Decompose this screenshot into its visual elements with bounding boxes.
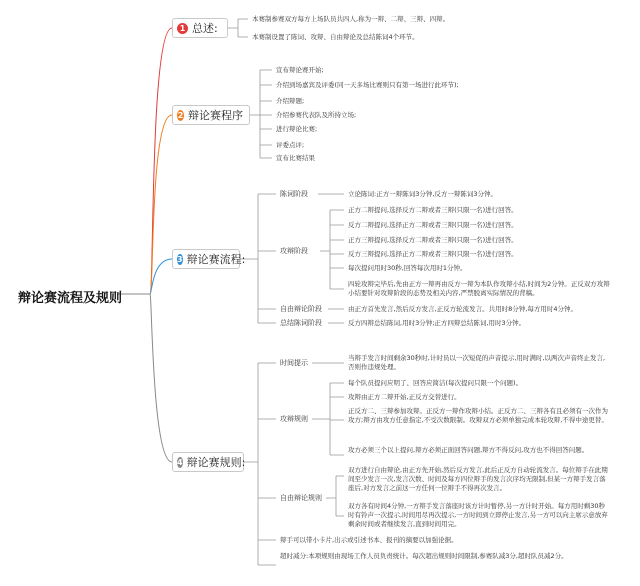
rule-free-debate[interactable]: 自由辩论规则 [280, 494, 322, 502]
stage-opening[interactable]: 陈词阶段 [280, 190, 308, 198]
rule-time-prompt[interactable]: 时间提示 [280, 359, 308, 367]
leaf-text: 由正方首先发言,然后反方发言,正反方轮流发言。共用时8分钟,每方用时4分钟。 [348, 305, 577, 313]
leaf-text: 本赛制参赛双方每方上场队员共四人,称为一辩、二辩、三辩、四辩。 [252, 15, 450, 23]
leaf-text: 介绍辩题; [276, 97, 305, 105]
leaf-text: 立论陈词:正方一辩陈词3分钟,反方一辩陈词3分钟。 [348, 190, 498, 198]
stage-closing[interactable]: 总结陈词阶段 [280, 319, 322, 327]
branch-rules[interactable] [172, 452, 244, 472]
leaf-text: 反方三辩提问,选择正方二辩或者三辩(只限一名)进行回答。 [348, 250, 518, 258]
leaf-text: 攻方必须三个以上提问,辩方必须正面回答问题,辩方不得反问,攻方也不得回答问题。 [348, 446, 589, 454]
leaf-text: 四轮攻辩完毕后,先由正方一辩再由反方一辩为本队作攻辩小结,时间为2分钟。正反双方攻辩小结要针对攻辩阶段的态势及相关内容,严禁脱离实际情况的背稿。 [348, 280, 610, 297]
leaf-text: 正方三辩提问,选择反方二辩或者三辩(只限一名)进行回答。 [348, 236, 518, 244]
stage-cross-exam[interactable]: 攻辩阶段 [280, 247, 308, 255]
branch-overview[interactable] [172, 18, 228, 38]
leaf-text: 正方二辩提问,选择反方二辩或者三辩(只限一名)进行回答。 [348, 206, 518, 214]
link-branch-3 [150, 259, 172, 294]
leaf-text: 反方二辩提问,选择正方二辩或者三辩(只限一名)进行回答。 [348, 221, 518, 229]
link-branch-1 [150, 28, 172, 294]
leaf-text: 每次提问用时30秒,回答每次用时1分钟。 [348, 264, 467, 272]
leaf-text: 每个队员提问应明了、回答应简洁(每次提问只限一个问题)。 [348, 379, 523, 387]
leaf-text: 宣布比赛结果 [276, 154, 315, 162]
leaf-text: 超时减分:本项规则由现场工作人员负责统计。每次超出规则时间限制,参赛队减3分,超时队员减2分。 [280, 552, 568, 560]
stage-free-debate[interactable]: 自由辩论阶段 [280, 305, 322, 313]
leaf-text: 双方进行自由辩论,由正方先开始,然后反方发言,此后正反方自动轮流发言。每位辩手在此期间至少发言一次,发言次数、时间及每方四位辩手的发言次序均无限制,但某一方辩手发言落座后,对方发言之前这一方任何一位辩手不得再次发言。 [348, 466, 608, 492]
branch-label: 辩论赛流程: [186, 253, 246, 266]
rule-cross-exam[interactable]: 攻辩规则 [280, 415, 308, 423]
link-branch-4 [150, 294, 172, 462]
leaf-text: 评委点评; [276, 141, 305, 149]
leaf-text: 进行辩论比赛; [276, 125, 318, 133]
leaf-text: 正反方二、三辩参加攻辩。正反方一辩作攻辩小结。正反方二、三辩各有且必须有一次作为攻方;辩方由攻方任意指定,不受次数限制。攻辩双方必须单独完成本轮攻辩,不得中途更替。 [348, 407, 608, 424]
number-badge-3: 3 [177, 254, 183, 264]
leaf-text: 辩手可以带小卡片,出示或引述书本、报刊的摘要以加强论据。 [280, 536, 458, 544]
leaf-text: 双方各有时间4分钟,一方辩手发言落座时该方计时暂停,另一方计时开始。每方用时剩30秒时有铃声一次提示,时间用尽再次提示,一方时间到立即停止发言,另一方可以向主席示意放弃剩余时间或者继续发言,直到时间用完。 [348, 502, 608, 528]
leaf-text: 当辩手发言时间剩余30秒时,计时员以一次短促的声音提示,用时满时,以两次声音终止发言,否则作违规处理。 [348, 354, 606, 371]
number-badge-2: 2 [177, 110, 184, 120]
number-badge-1: 1 [177, 23, 188, 34]
branch-flow[interactable] [172, 249, 246, 269]
leaf-text: 介绍到场嘉宾及评委(同一天多场比赛则只有第一场进行此环节); [276, 81, 459, 89]
branch-label: 总述: [192, 22, 218, 35]
leaf-text: 宣布辩论赛开始; [276, 66, 324, 74]
number-badge-4: 4 [177, 457, 183, 467]
leaf-text: 攻辩由正方二辩开始,正反方交替进行。 [348, 393, 461, 401]
leaf-text: 反方四辩总结陈词,用时3分钟;正方四辩总结陈词,用时3分钟。 [348, 319, 526, 327]
leaf-text: 介绍参赛代表队及所持立场; [276, 111, 357, 119]
branch-label: 辩论赛规则: [186, 456, 246, 469]
branch-label: 辩论赛程序 [188, 109, 243, 122]
leaf-text: 本赛制设置了陈词、攻辩、自由辩论及总结陈词4个环节。 [252, 33, 419, 41]
root-title: 辩论赛流程及规则 [18, 291, 123, 306]
branch-procedure[interactable] [172, 105, 250, 125]
